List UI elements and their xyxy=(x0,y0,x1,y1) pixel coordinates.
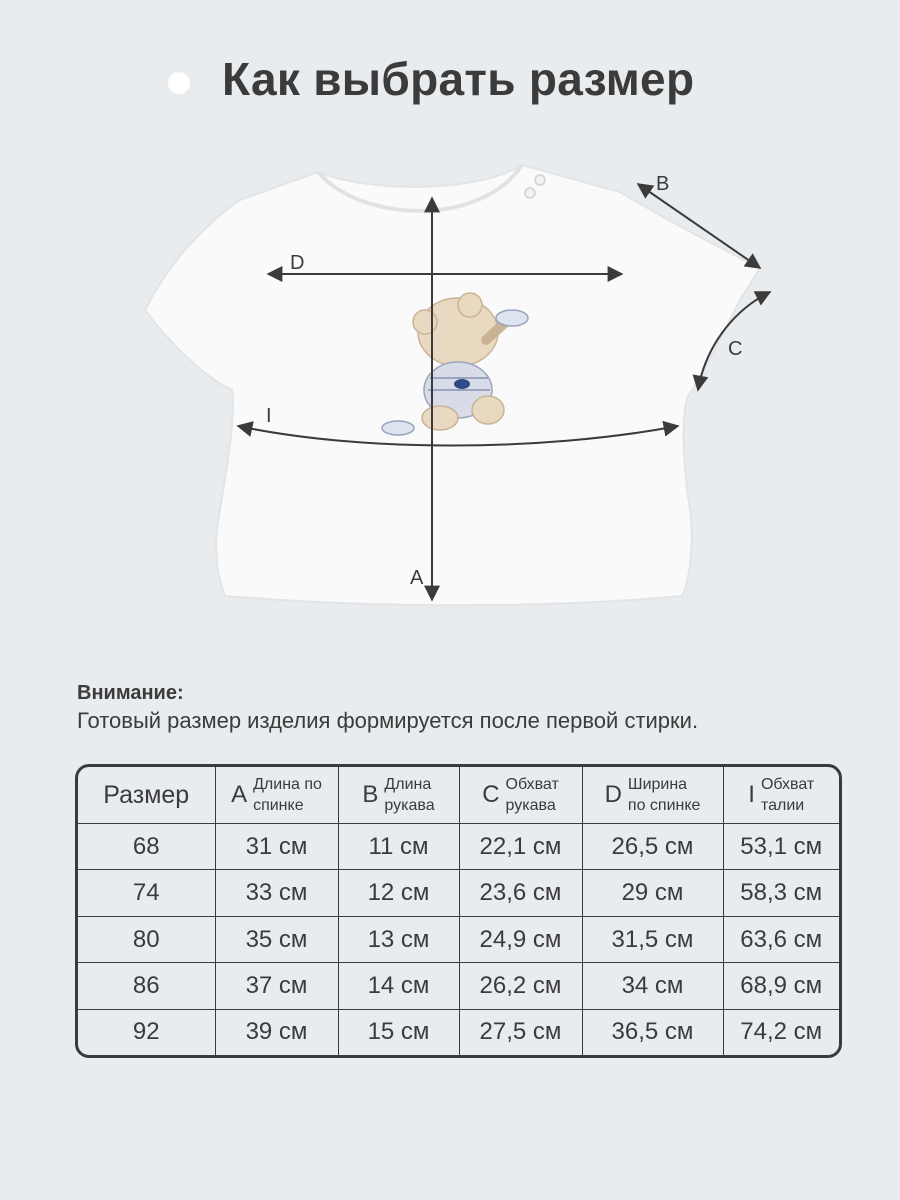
measure-label-b: B xyxy=(656,173,670,195)
cell-c: 27,5 см xyxy=(459,1009,582,1055)
cell-i: 63,6 см xyxy=(723,916,839,962)
cell-i: 58,3 см xyxy=(723,870,839,916)
cell-a: 31 см xyxy=(215,824,338,870)
cell-size: 74 xyxy=(78,870,215,916)
cell-c: 22,1 см xyxy=(459,824,582,870)
cell-d: 29 см xyxy=(582,870,723,916)
cell-c: 26,2 см xyxy=(459,963,582,1009)
measure-label-c: C xyxy=(728,338,743,360)
button-icon xyxy=(535,175,545,185)
measure-label-i: I xyxy=(266,405,272,427)
cell-b: 13 см xyxy=(338,916,459,962)
cell-i: 68,9 см xyxy=(723,963,839,1009)
cell-b: 11 см xyxy=(338,824,459,870)
header-col-i: I Обхват талии xyxy=(723,767,839,824)
cell-b: 12 см xyxy=(338,870,459,916)
header-col-b: B Длина рукава xyxy=(338,767,459,824)
cell-size: 80 xyxy=(78,916,215,962)
table-row xyxy=(78,963,839,1009)
cell-d: 36,5 см xyxy=(582,1009,723,1055)
cell-i: 74,2 см xyxy=(723,1009,839,1055)
measure-label-d: D xyxy=(290,252,305,274)
cell-a: 35 см xyxy=(215,916,338,962)
page-title: Как выбрать размер xyxy=(222,53,695,105)
cell-c: 23,6 см xyxy=(459,870,582,916)
table-row xyxy=(78,1009,839,1055)
cell-a: 37 см xyxy=(215,963,338,1009)
notice-text: Готовый размер изделия формируется после первой стирки. xyxy=(77,708,699,733)
measure-label-a: A xyxy=(410,567,424,589)
cell-d: 26,5 см xyxy=(582,824,723,870)
header-col-d: D Ширина по спинке xyxy=(582,767,723,824)
cell-size: 68 xyxy=(78,824,215,870)
cell-a: 39 см xyxy=(215,1009,338,1055)
notice-heading: Внимание: xyxy=(77,682,184,704)
header-col-c: C Обхват рукава xyxy=(459,767,582,824)
size-table xyxy=(75,764,842,1058)
table-row xyxy=(78,824,839,870)
cell-size: 86 xyxy=(78,963,215,1009)
cell-d: 34 см xyxy=(582,963,723,1009)
cell-d: 31,5 см xyxy=(582,916,723,962)
cell-b: 14 см xyxy=(338,963,459,1009)
cell-b: 15 см xyxy=(338,1009,459,1055)
cell-size: 92 xyxy=(78,1009,215,1055)
table-row xyxy=(78,870,839,916)
cell-i: 53,1 см xyxy=(723,824,839,870)
header-size: Размер xyxy=(78,767,215,824)
table-header-row xyxy=(78,767,839,824)
button-icon xyxy=(525,188,535,198)
cell-c: 24,9 см xyxy=(459,916,582,962)
table-row xyxy=(78,916,839,962)
header-col-a: A Длина по спинке xyxy=(215,767,338,824)
cell-a: 33 см xyxy=(215,870,338,916)
